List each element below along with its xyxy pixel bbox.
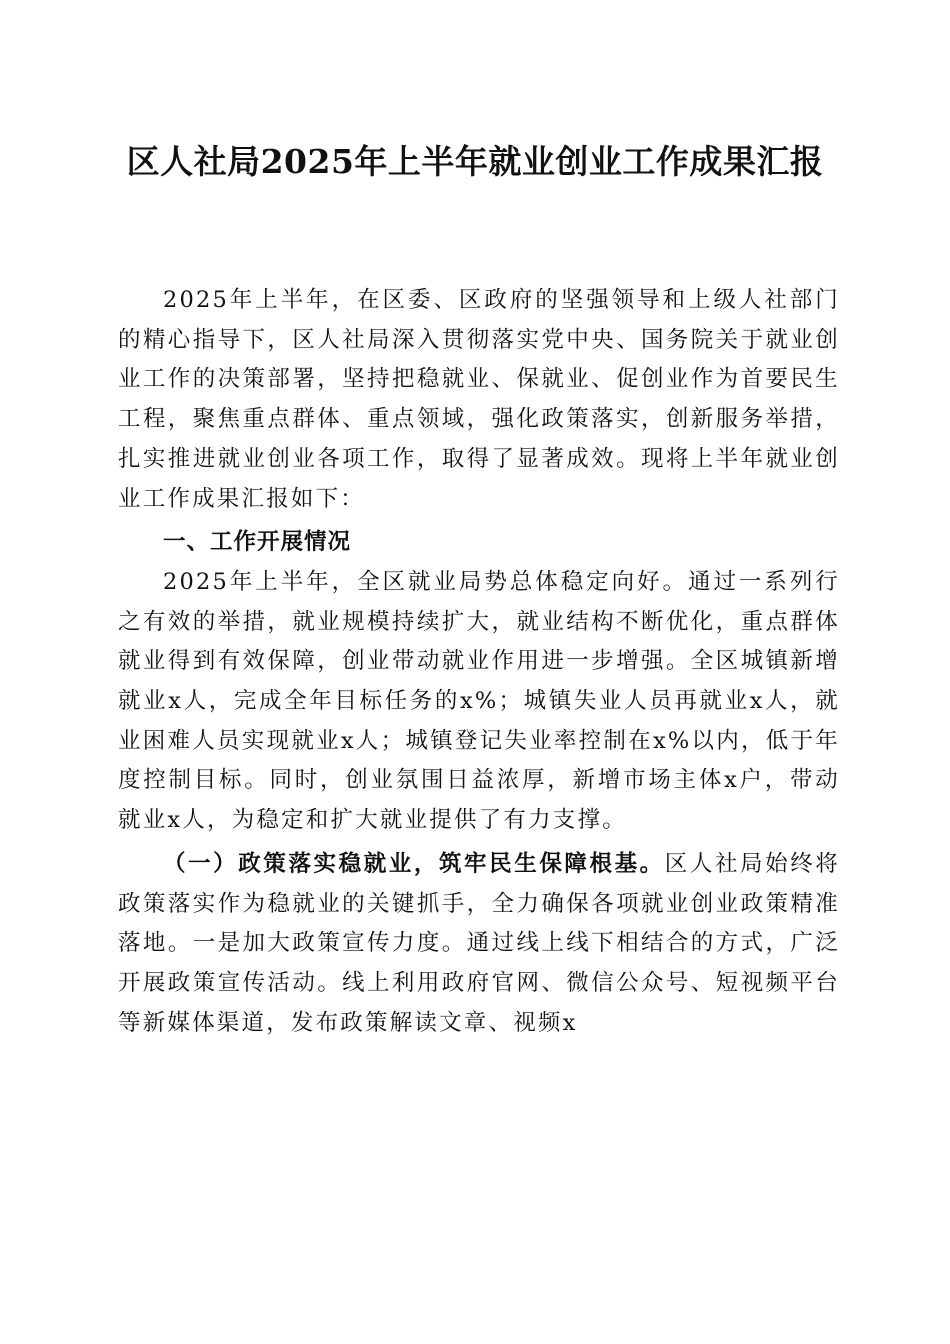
intro-paragraph: 2025年上半年，在区委、区政府的坚强领导和上级人社部门的精心指导下，区人社局深入贯彻落实党中央、国务院关于就业创业工作的决策部署，坚持把稳就业、保就业、促创业作为首要民生工程，聚焦重点群体、重点领域，强化政策落实，创新服务举措，扎实推进就业创业各项工作，取得了显著成效。现将上半年就业创业工作成果汇报如下： <box>118 287 840 512</box>
section-heading-work-status: 一、工作开展情况 <box>163 529 352 556</box>
subsection-heading-policy: （一）政策落实稳就业，筑牢民生保障根基。 <box>163 850 665 877</box>
section-paragraph-work-status: 2025年上半年，全区就业局势总体稳定向好。通过一系列行之有效的举措，就业规模持续扩大，就业结构不断优化，重点群体就业得到有效保障，创业带动就业作用进一步增强。全区城镇新增就业x人，完成全年目标任务的x%；城镇失业人员再就业x人，就业困难人员实现就业x人；城镇登记失业率控制在x%以内，低于年度控制目标。同时，创业氛围日益浓厚，新增市场主体x户，带动就业x人，为稳定和扩大就业提供了有力支撑。 <box>118 568 840 834</box>
subsection-text-policy: 区人社局始终将政策落实作为稳就业的关键抓手，全力确保各项就业创业政策精准落地。一是加大政策宣传力度。通过线上线下相结合的方式，广泛开展政策宣传活动。线上利用政府官网、微信公众号、短视频平台等新媒体渠道，发布政策解读文章、视频x <box>118 850 840 1036</box>
document-title: 区人社局2025年上半年就业创业工作成果汇报 <box>126 142 824 181</box>
subsection-paragraph-policy <box>118 845 840 1044</box>
document-body <box>118 281 840 1043</box>
